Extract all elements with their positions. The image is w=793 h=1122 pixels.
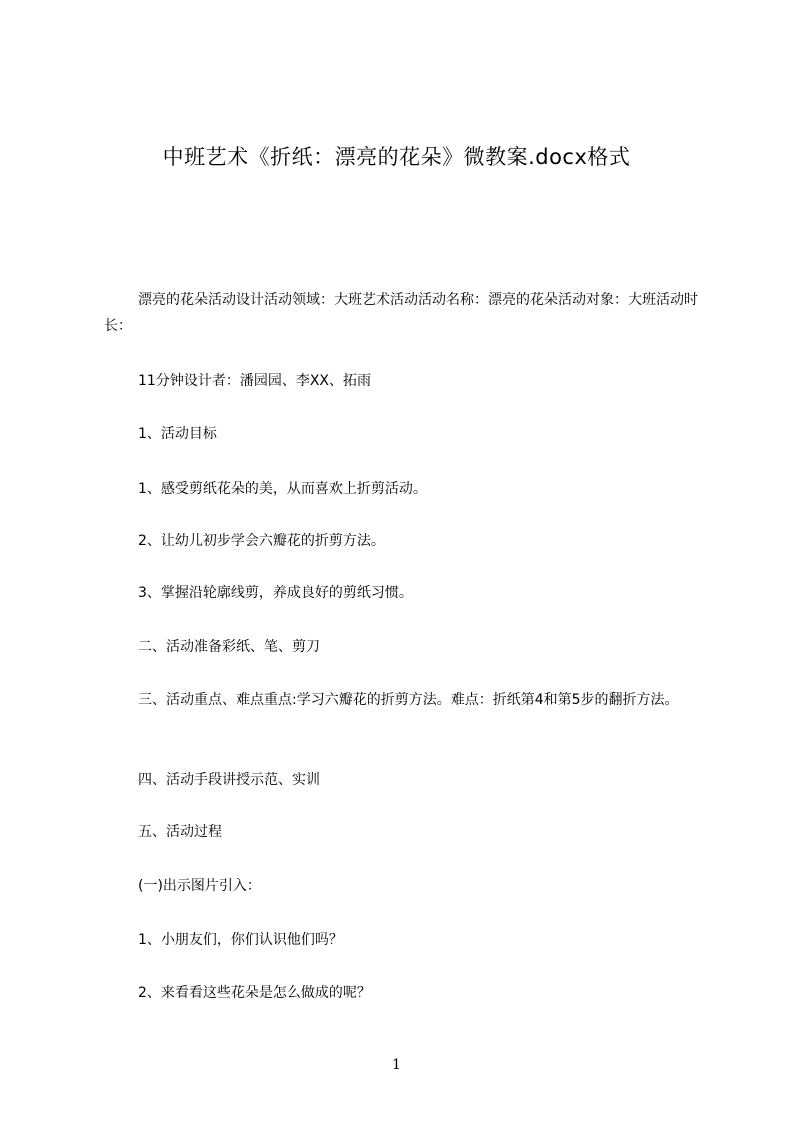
- paragraph-activity-info: 漂亮的花朵活动设计活动领域：大班艺术活动活动名称：漂亮的花朵活动对象：大班活动时长：: [104, 292, 698, 334]
- paragraph-section-preparation: 二、活动准备彩纸、笔、剪刀: [138, 639, 320, 655]
- paragraph-goal-3: 3、掌握沿轮廓线剪，养成良好的剪纸习惯。: [138, 585, 413, 601]
- paragraph-section-goals: 1、活动目标: [138, 426, 217, 442]
- paragraph-question-1: 1、小朋友们，你们认识他们吗？: [138, 932, 343, 948]
- paragraph-step-intro: (一)出示图片引入：: [138, 878, 261, 894]
- paragraph-duration-designers: 11分钟设计者：潘园园、李XX、拓雨: [138, 373, 371, 389]
- page-title: 中班艺术《折纸：漂亮的花朵》微教案.docx格式: [162, 145, 631, 169]
- paragraph-section-methods: 四、活动手段讲授示范、实训: [138, 772, 320, 788]
- paragraph-question-2: 2、来看看这些花朵是怎么做成的呢？: [138, 985, 371, 1001]
- paragraph-section-process: 五、活动过程: [138, 824, 222, 840]
- page-number: 1: [392, 1057, 401, 1073]
- paragraph-section-key-points: 三、活动重点、难点重点:学习六瓣花的折剪方法。难点：折纸第4和第5步的翻折方法。: [138, 692, 679, 708]
- paragraph-goal-2: 2、让幼儿初步学会六瓣花的折剪方法。: [138, 533, 385, 549]
- paragraph-goal-1: 1、感受剪纸花朵的美，从而喜欢上折剪活动。: [138, 481, 427, 497]
